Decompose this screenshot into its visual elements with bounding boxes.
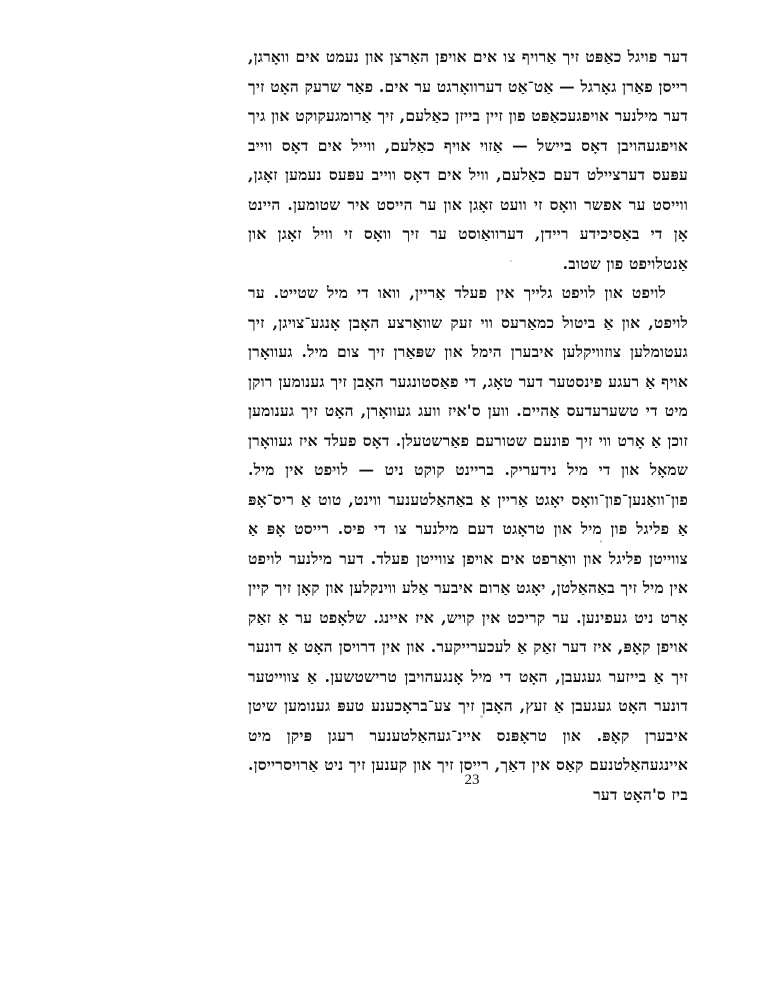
page-number: 23: [464, 772, 480, 788]
scan-speckle: [420, 200, 423, 203]
scan-speckle: [290, 650, 292, 652]
paragraph-2: לויפט און לויפט גלייך אין פעלד אַריין, וואו די מיל שטייט. ער לויפט, און אַ ביטול כמאַרעס ווי זעק שוואַרצע האָבן אָנגע־צויגן, זיך געטומלען צוזוויקלען איבערן הימל און שפּאַרן זיך צום מיל. געוואָרן אויף אַ רעגע פינסטער דער טאָג, די פאַסטונגער האָבן זיך גענומען רוקן מיט די טשערעדעס אַהיים. ווען ס'איז וועג געוואָרן, האָט זיך גענומען זוכן אַ אָרט ווי זיך פונעם שטורעם פאַרשטעלן. דאָס פעלד איז געוואָרן שמאָל און די מיל נידעריק. בריינט קוקט ניט — לויפט אין מיל. פון־וואַנען־פון־וואָס יאָגט אַריין אַ באַהאַלטענער ווינט, טוט אַ ריס־אָפּ אַ פליגל פון מיל און טראָגט דעם מילנער צו די פיס. רייסט אָפּ אַ צווייטן פליגל און וואַרפט אים אויפן צווייטן פעלד. דער מילנער לויפט אין מיל זיך באַהאַלטן, יאָגט אַרום איבער אַלע ווינקלען און קאָן זיך קיין אָרט ניט געפינען. ער קריכט אין קויש, איז איינג. שלאָפט ער אַ זאַק אויפן קאָפּ, איז דער זאַק אַ לעכערייקער. און אין דרויסן האָט אַ דונער זיך אַ בייזער געגעבן, האָט די מיל אָנגעהויבן טרישטשען. אַ צווייטער דונער האָט געגעבן אַ זעץ, האָבן זיך צע־בראָכענע טעפּ גענומען שיטן איבערן קאָפּ. און טראָפּנס איינ־געהאַלטענער רעגן פּיקן מיט איינגעהאַלטנעם קאַס אין דאַך, רייסן זיך און קענען זיך ניט אַרויסרייסן. ביז ס'האָט דער: [248, 283, 688, 804]
scan-speckle: [510, 260, 512, 262]
scan-speckle: [600, 540, 602, 543]
scan-speckle: [480, 715, 483, 718]
scan-speckle: [330, 470, 333, 472]
body-text: [248, 42, 688, 809]
paragraph-1: דער פויגל כאַפּט זיך אַרויף צו אים אויפן האַרצן און נעמט אים וואָרגן, רייסן פאַרן גאָרגל — אַט־אַט דערוואָרגט ער אים. פאַר שרעק האָט זיך דער מילנער אויפגעכאַפּט פון זיין בייזן כאַלעם, זיך אַרומגעקוקט און גיך אויפגעהויבן דאָס ביישל — אַזוי אויף כאַלעם, ווייל אים דאָס ווייב עפּעס דערציילט דעם כאַלעם, וויל אים דאָס ווייב עפּעס נעמען זאָגן, ווייסט ער אפשר וואָס זי וועט זאָגן און ער הייסט איר שטומען. היינט אָן די באַסיכידע ריידן, דערוואַוסט ער זיך וואָס זי וויל זאָגן און אַנטלויפט פון שטוב.: [248, 47, 688, 273]
